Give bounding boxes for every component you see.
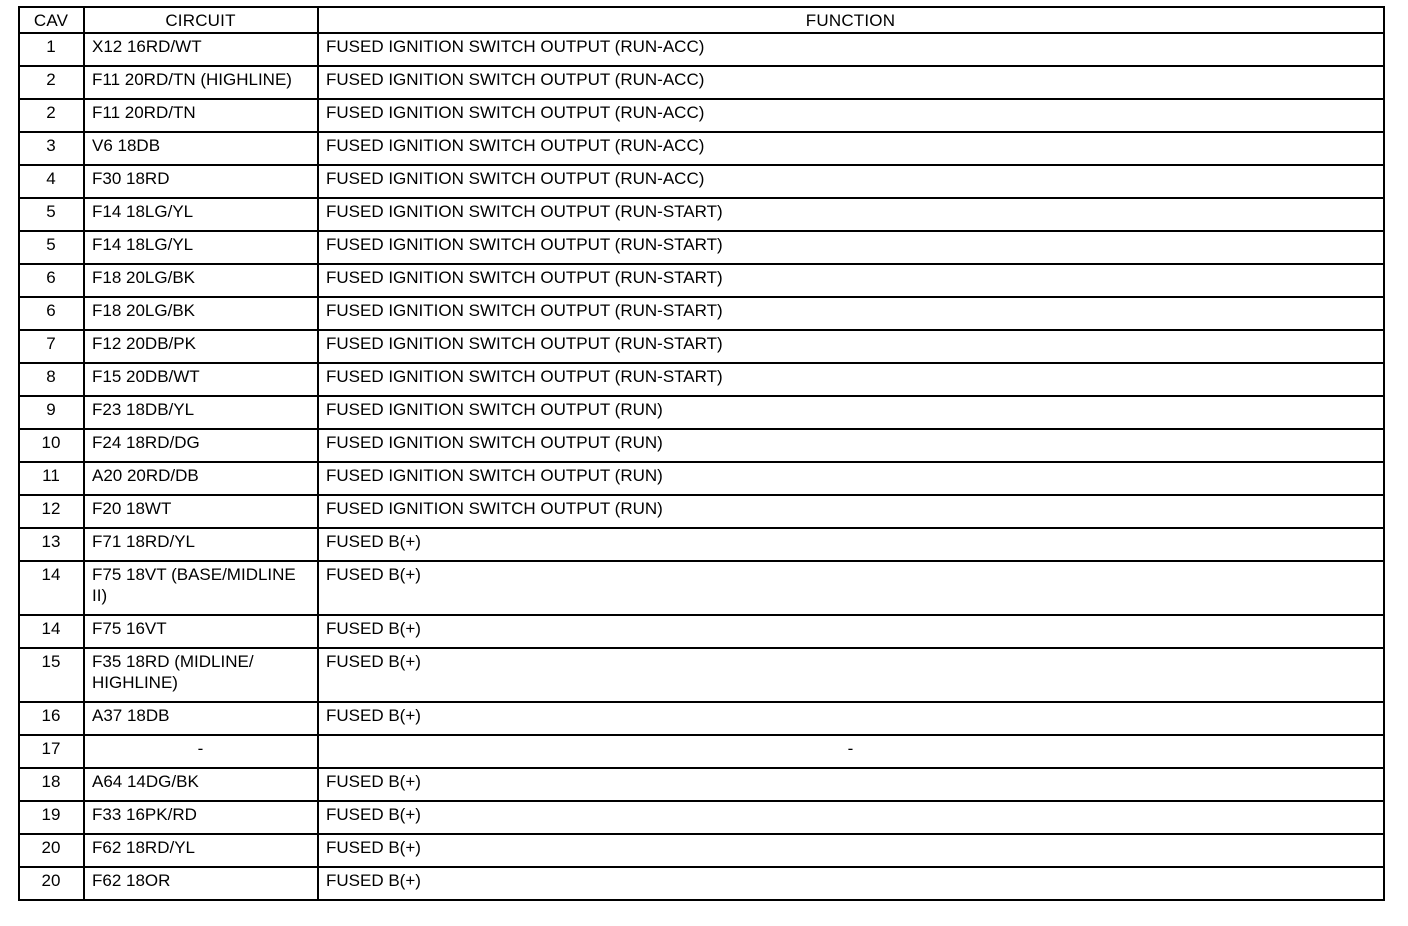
table-row: [19, 165, 1384, 198]
function-cell: FUSED IGNITION SWITCH OUTPUT (RUN): [318, 495, 1384, 528]
function-cell: FUSED B(+): [318, 702, 1384, 735]
cav-cell: 4: [19, 165, 84, 198]
table-row: [19, 528, 1384, 561]
function-cell: FUSED IGNITION SWITCH OUTPUT (RUN-ACC): [318, 165, 1384, 198]
circuit-cell: F18 20LG/BK: [84, 297, 318, 330]
function-cell: FUSED IGNITION SWITCH OUTPUT (RUN-ACC): [318, 33, 1384, 66]
function-cell: FUSED B(+): [318, 561, 1384, 615]
function-cell: FUSED B(+): [318, 528, 1384, 561]
cav-cell: 13: [19, 528, 84, 561]
table-row: [19, 702, 1384, 735]
cav-cell: 17: [19, 735, 84, 768]
function-cell: FUSED IGNITION SWITCH OUTPUT (RUN-START): [318, 264, 1384, 297]
function-cell: FUSED B(+): [318, 768, 1384, 801]
function-cell: FUSED B(+): [318, 615, 1384, 648]
cav-cell: 19: [19, 801, 84, 834]
cav-cell: 16: [19, 702, 84, 735]
function-cell: -: [318, 735, 1384, 768]
column-header-function: FUNCTION: [318, 7, 1384, 33]
cav-cell: 9: [19, 396, 84, 429]
circuit-cell: F14 18LG/YL: [84, 198, 318, 231]
table-body: [19, 33, 1384, 900]
circuit-cell: F11 20RD/TN: [84, 99, 318, 132]
table-row: [19, 834, 1384, 867]
circuit-cell: F35 18RD (MIDLINE/ HIGHLINE): [84, 648, 318, 702]
table-row: [19, 330, 1384, 363]
cav-cell: 18: [19, 768, 84, 801]
function-cell: FUSED B(+): [318, 648, 1384, 702]
circuit-cell: A64 14DG/BK: [84, 768, 318, 801]
table-row: [19, 462, 1384, 495]
table-header-row: [19, 7, 1384, 33]
table-row: [19, 495, 1384, 528]
function-cell: FUSED IGNITION SWITCH OUTPUT (RUN): [318, 396, 1384, 429]
table-row: [19, 429, 1384, 462]
function-cell: FUSED IGNITION SWITCH OUTPUT (RUN-ACC): [318, 132, 1384, 165]
function-cell: FUSED IGNITION SWITCH OUTPUT (RUN-ACC): [318, 99, 1384, 132]
table-row: [19, 297, 1384, 330]
table-row: [19, 561, 1384, 615]
table-row: [19, 768, 1384, 801]
table-row: [19, 198, 1384, 231]
cav-cell: 7: [19, 330, 84, 363]
cav-cell: 12: [19, 495, 84, 528]
function-cell: FUSED IGNITION SWITCH OUTPUT (RUN): [318, 462, 1384, 495]
function-cell: FUSED IGNITION SWITCH OUTPUT (RUN-START): [318, 231, 1384, 264]
cav-cell: 5: [19, 231, 84, 264]
table-row: [19, 264, 1384, 297]
circuit-cell: F12 20DB/PK: [84, 330, 318, 363]
function-cell: FUSED IGNITION SWITCH OUTPUT (RUN-START): [318, 297, 1384, 330]
function-cell: FUSED B(+): [318, 834, 1384, 867]
table-row: [19, 66, 1384, 99]
cav-cell: 20: [19, 867, 84, 900]
table-row: [19, 231, 1384, 264]
table-row: [19, 99, 1384, 132]
cav-cell: 8: [19, 363, 84, 396]
function-cell: FUSED IGNITION SWITCH OUTPUT (RUN): [318, 429, 1384, 462]
cav-cell: 1: [19, 33, 84, 66]
column-header-cav: CAV: [19, 7, 84, 33]
function-cell: FUSED IGNITION SWITCH OUTPUT (RUN-START): [318, 330, 1384, 363]
cav-cell: 6: [19, 264, 84, 297]
table-row: [19, 363, 1384, 396]
function-cell: FUSED B(+): [318, 801, 1384, 834]
cav-cell: 2: [19, 66, 84, 99]
cav-cell: 20: [19, 834, 84, 867]
circuit-cell: F75 18VT (BASE/MIDLINE II): [84, 561, 318, 615]
circuit-cell: F11 20RD/TN (HIGHLINE): [84, 66, 318, 99]
circuit-cell: F23 18DB/YL: [84, 396, 318, 429]
circuit-cell: X12 16RD/WT: [84, 33, 318, 66]
circuit-cell: F20 18WT: [84, 495, 318, 528]
connector-pinout-table: [18, 6, 1385, 901]
cav-cell: 6: [19, 297, 84, 330]
circuit-cell: F30 18RD: [84, 165, 318, 198]
cav-cell: 3: [19, 132, 84, 165]
circuit-cell: F14 18LG/YL: [84, 231, 318, 264]
cav-cell: 14: [19, 615, 84, 648]
circuit-cell: A37 18DB: [84, 702, 318, 735]
table-row: [19, 615, 1384, 648]
table-row: [19, 33, 1384, 66]
function-cell: FUSED IGNITION SWITCH OUTPUT (RUN-START): [318, 363, 1384, 396]
table-row: [19, 735, 1384, 768]
circuit-cell: F62 18OR: [84, 867, 318, 900]
circuit-cell: A20 20RD/DB: [84, 462, 318, 495]
circuit-cell: -: [84, 735, 318, 768]
function-cell: FUSED IGNITION SWITCH OUTPUT (RUN-START): [318, 198, 1384, 231]
cav-cell: 2: [19, 99, 84, 132]
table-row: [19, 867, 1384, 900]
table-row: [19, 132, 1384, 165]
column-header-circuit: CIRCUIT: [84, 7, 318, 33]
cav-cell: 5: [19, 198, 84, 231]
table-row: [19, 396, 1384, 429]
cav-cell: 14: [19, 561, 84, 615]
table-row: [19, 648, 1384, 702]
circuit-cell: F75 16VT: [84, 615, 318, 648]
circuit-cell: F62 18RD/YL: [84, 834, 318, 867]
circuit-cell: F71 18RD/YL: [84, 528, 318, 561]
table-row: [19, 801, 1384, 834]
circuit-cell: F33 16PK/RD: [84, 801, 318, 834]
function-cell: FUSED IGNITION SWITCH OUTPUT (RUN-ACC): [318, 66, 1384, 99]
circuit-cell: F24 18RD/DG: [84, 429, 318, 462]
function-cell: FUSED B(+): [318, 867, 1384, 900]
cav-cell: 10: [19, 429, 84, 462]
circuit-cell: V6 18DB: [84, 132, 318, 165]
cav-cell: 11: [19, 462, 84, 495]
circuit-cell: F18 20LG/BK: [84, 264, 318, 297]
cav-cell: 15: [19, 648, 84, 702]
circuit-cell: F15 20DB/WT: [84, 363, 318, 396]
